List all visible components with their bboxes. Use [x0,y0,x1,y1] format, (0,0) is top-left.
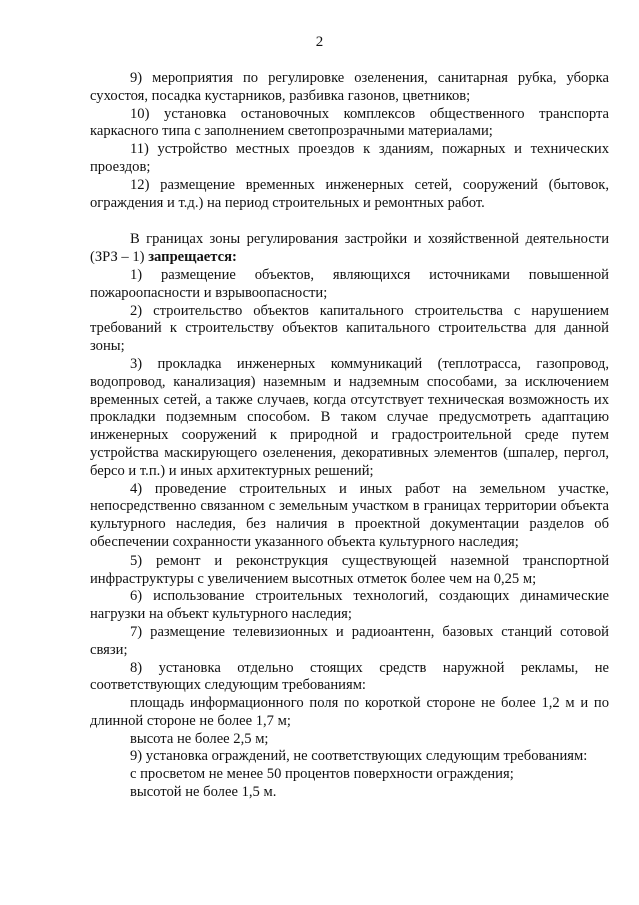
prohibited-item-3: 3) прокладка инженерных коммуникаций (теплотрасса, газопровод, водопровод, канализация) наземным и надземным способами, за исключением временных сетей, а также случаев, когда отсутствует техническая возможность их прокладки подземным способом. В таком случае предусмотреть адаптацию инженерных сооружений к природной и градостроительной среде путем устройства маскирующего озеленения, декоративных элементов (шпалер, пергол, берсо и т.п.) и иных архитектурных решений; [90,355,609,479]
list-item-10: 10) установка остановочных комплексов общественного транспорта каркасного типа с заполнением светопрозрачными материалами; [90,105,609,140]
page-number: 2 [315,34,324,50]
prohibited-item-4: 4) проведение строительных и иных работ на земельном участке, непосредственно связанном с земельным участком в границах территории объекта культурного наследия, без наличия в проектной документации разделов об обеспечении сохранности указанного объекта культурного наследия; [90,480,609,550]
prohibited-item-9: 9) установка ограждений, не соответствующих следующим требованиям: [130,748,588,765]
zone-heading [90,231,609,267]
fence-requirement-height: высотой не более 1,5 м. [130,784,277,801]
fence-requirement-gap: с просветом не менее 50 процентов поверхности ограждения; [130,766,514,783]
zone-heading-lead: В границах зоны регулирования застройки и хозяйственной деятельности (ЗРЗ – 1) [90,231,609,266]
list-item-12: 12) размещение временных инженерных сетей, сооружений (бытовок, ограждения и т.д.) на период строительных и ремонтных работ. [90,176,609,211]
ad-requirement-area: площадь информационного поля по короткой стороне не более 1,2 м и по длинной стороне не более 1,7 м; [90,695,609,729]
list-item-11: 11) устройство местных проездов к зданиям, пожарных и технических проездов; [90,141,609,175]
prohibited-item-7: 7) размещение телевизионных и радиоантенн, базовых станций сотовой связи; [90,623,609,658]
list-item-9: 9) мероприятия по регулировке озеленения, санитарная рубка, уборка сухостоя, посадка кустарников, разбивка газонов, цветников; [90,70,609,104]
prohibited-item-2: 2) строительство объектов капитального строительства с нарушением требований к строительству объектов капитального строительства для данной зоны; [90,302,609,355]
prohibited-item-8: 8) установка отдельно стоящих средств наружной рекламы, не соответствующих следующим требованиям: [90,659,609,694]
document-body [90,70,609,802]
prohibited-item-1: 1) размещение объектов, являющихся источниками повышенной пожароопасности и взрывоопасности; [90,266,609,301]
prohibited-item-5: 5) ремонт и реконструкция существующей наземной транспортной инфраструктуры с увеличением высотных отметок более чем на 0,25 м; [90,552,609,587]
ad-requirement-height: высота не более 2,5 м; [130,730,269,747]
zone-heading-emphasis: запрещается: [148,249,237,266]
prohibited-item-6: 6) использование строительных технологий, создающих динамические нагрузки на объект культурного наследия; [90,588,609,623]
